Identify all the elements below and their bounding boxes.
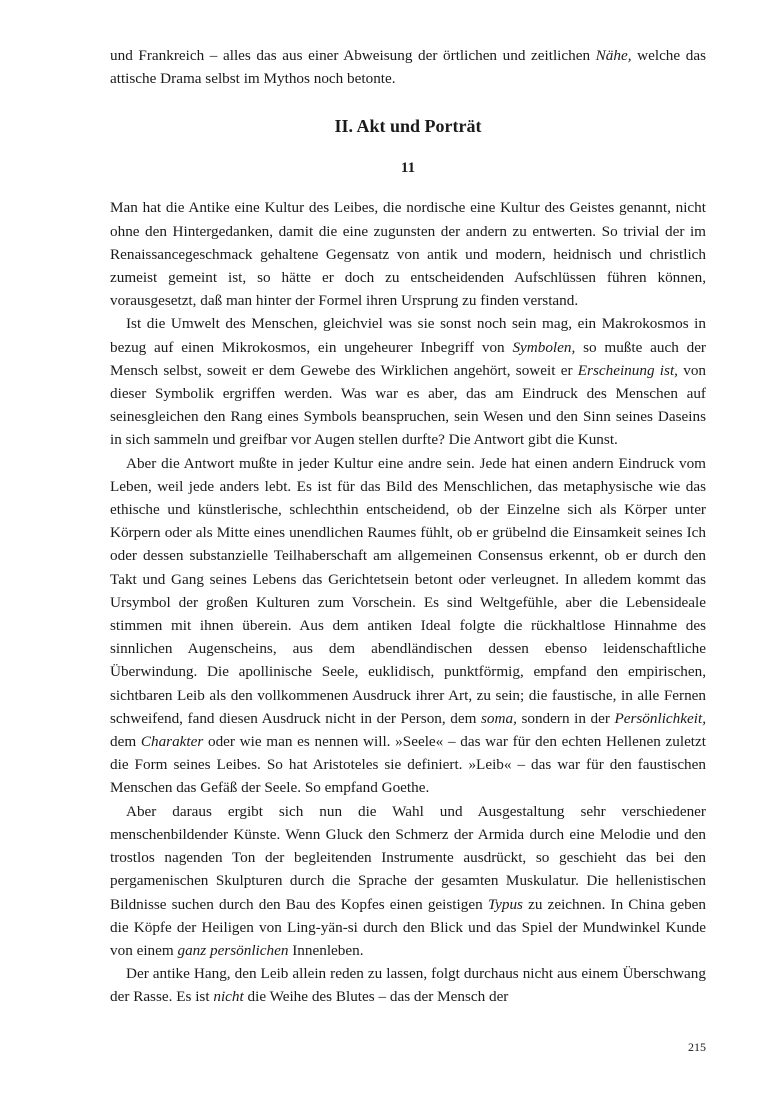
page-body [110,44,706,1009]
p5-emphasis-1: nicht [213,988,244,1006]
paragraph-4 [110,800,706,962]
paragraph-2 [110,312,706,451]
intro-emphasis: Nähe, [595,47,632,64]
p2-text-c: von dieser Symbolik ergriffen werden. Was war es aber, das am Eindruck des Menschen auf seinesgleichen den Rang eines Symbols beanspruchen, sein Wesen und den Sinn seines Daseins in sich sammeln und greifbar vor Augen stellen durfte? Die Antwort gibt die Kunst. [110,361,707,449]
p4-emphasis-1: Typus [487,895,523,913]
intro-fragment [110,44,706,90]
section-title: II. Akt und Porträt [334,116,482,137]
p3-emphasis-3: Charakter [140,733,204,751]
p4-text-b: zu zeichnen. In China geben die Köpfe der Heiligen von Ling-yän-si durch den Blick und das Spiel der Mundwinkel Kunde von einem [110,895,706,959]
p2-emphasis-2: Erscheinung ist, [577,361,678,379]
paragraph-3 [110,452,706,800]
p4-emphasis-2: ganz persönlichen [177,941,289,959]
p5-text-a: Der antike Hang, den Leib allein reden zu lassen, folgt durchaus nicht aus einem Überschwang der Rasse. Es ist [110,965,706,1006]
intro-text-a: und Frankreich – alles das aus einer Abweisung der örtlichen und zeitlichen [110,47,596,64]
p3-text-a: Aber die Antwort mußte in jeder Kultur eine andre sein. Jede hat einen andern Eindruck vom Leben, weil jede anders lebt. Es ist für das Bild des Menschlichen, das metaphysische wie das ethische und künstlerische, schlechthin entscheidend, ob der Einzelne sich als Körper unter Körpern oder als Mitte eines unendlichen Raumes fühlt, ob er grübelnd die Einsamkeit seines Ich oder dessen substanzielle Teilhaberschaft am allgemeinen Consensus erkennt, ob er durch den Takt und Gang seines Lebens das Gerichtetsein betont oder verleugnet. In alledem kommt das Ursymbol der großen Kulturen zum Vorschein. Es sind Weltgefühle, aber die Lebensideale stimmen mit ihnen überein. Aus dem antiken Ideal folgte die rückhaltlose Hinnahme des sinnlichen Augenscheins, aus dem abendländischen dessen ebenso leidenschaftliche Überwindung. Die apollinische Seele, euklidisch, punktförmig, empfand den empirischen, sichtbaren Leib als den vollkommenen Ausdruck ihrer Art, zu sein; die faustische, in alle Fernen schweifend, fand diesen Ausdruck nicht in der Person, dem [110,454,706,727]
p4-text-c: Innenleben. [288,941,364,959]
p3-emphasis-1: soma, [481,709,517,727]
p4-text-a: Aber daraus ergibt sich nun die Wahl und Ausgestaltung sehr verschiedener menschenbildender Künste. Wenn Gluck den Schmerz der Armida durch eine Melodie und den trostlos nagenden Ton der begleitenden Instrumente ausdrückt, so geschieht das bei den pergamenischen Skulpturen durch die Sprache der gesamten Muskulatur. Die hellenistischen Bildnisse suchen durch den Bau des Kopfes einen geistigen [110,802,706,913]
section-number: 11 [400,160,416,177]
p2-emphasis-1: Symbolen, [512,338,576,356]
p3-text-b: sondern in der [516,709,615,727]
paragraph-1: Man hat die Antike eine Kultur des Leibes, die nordische eine Kultur des Geistes genannt, nicht ohne den Hintergedanken, damit die eine zugunsten der andern zu entwerten. So trivial der im Renaissancegeschmack gehaltene Gegensatz von antik und modern, heidnisch und christlich zumeist gemeint ist, so hätte er doch zu entscheidenden Aufschlüssen führen können, vorausgesetzt, daß man hinter der Formel ihren Ursprung zu finden verstand. [110,199,706,310]
p3-emphasis-2: Persönlichkeit, [614,709,706,727]
page-number: 215 [688,1040,706,1054]
p2-text-a: Ist die Umwelt des Menschen, gleichviel was sie sonst noch sein mag, ein Makrokosmos in bezug auf einen Mikrokosmos, ein ungeheurer Inbegriff von [110,315,706,356]
paragraph-5 [110,962,706,1008]
p2-text-b: so mußte auch der Mensch selbst, soweit er dem Gewebe des Wirklichen angehört, soweit er [110,338,706,379]
p3-text-c: dem [110,733,141,751]
intro-text-b: welche das attische Drama selbst im Mythos noch betonte. [110,47,706,88]
p3-text-d: oder wie man es nennen will. »Seele« – das war für den echten Hellenen zuletzt die Form seines Leibes. So hat Aristoteles sie definiert. »Leib« – das war für den faustischen Menschen das Gefäß der Seele. So empfand Goethe. [110,733,706,797]
p5-text-b: die Weihe des Blutes – das der Mensch der [243,988,509,1006]
